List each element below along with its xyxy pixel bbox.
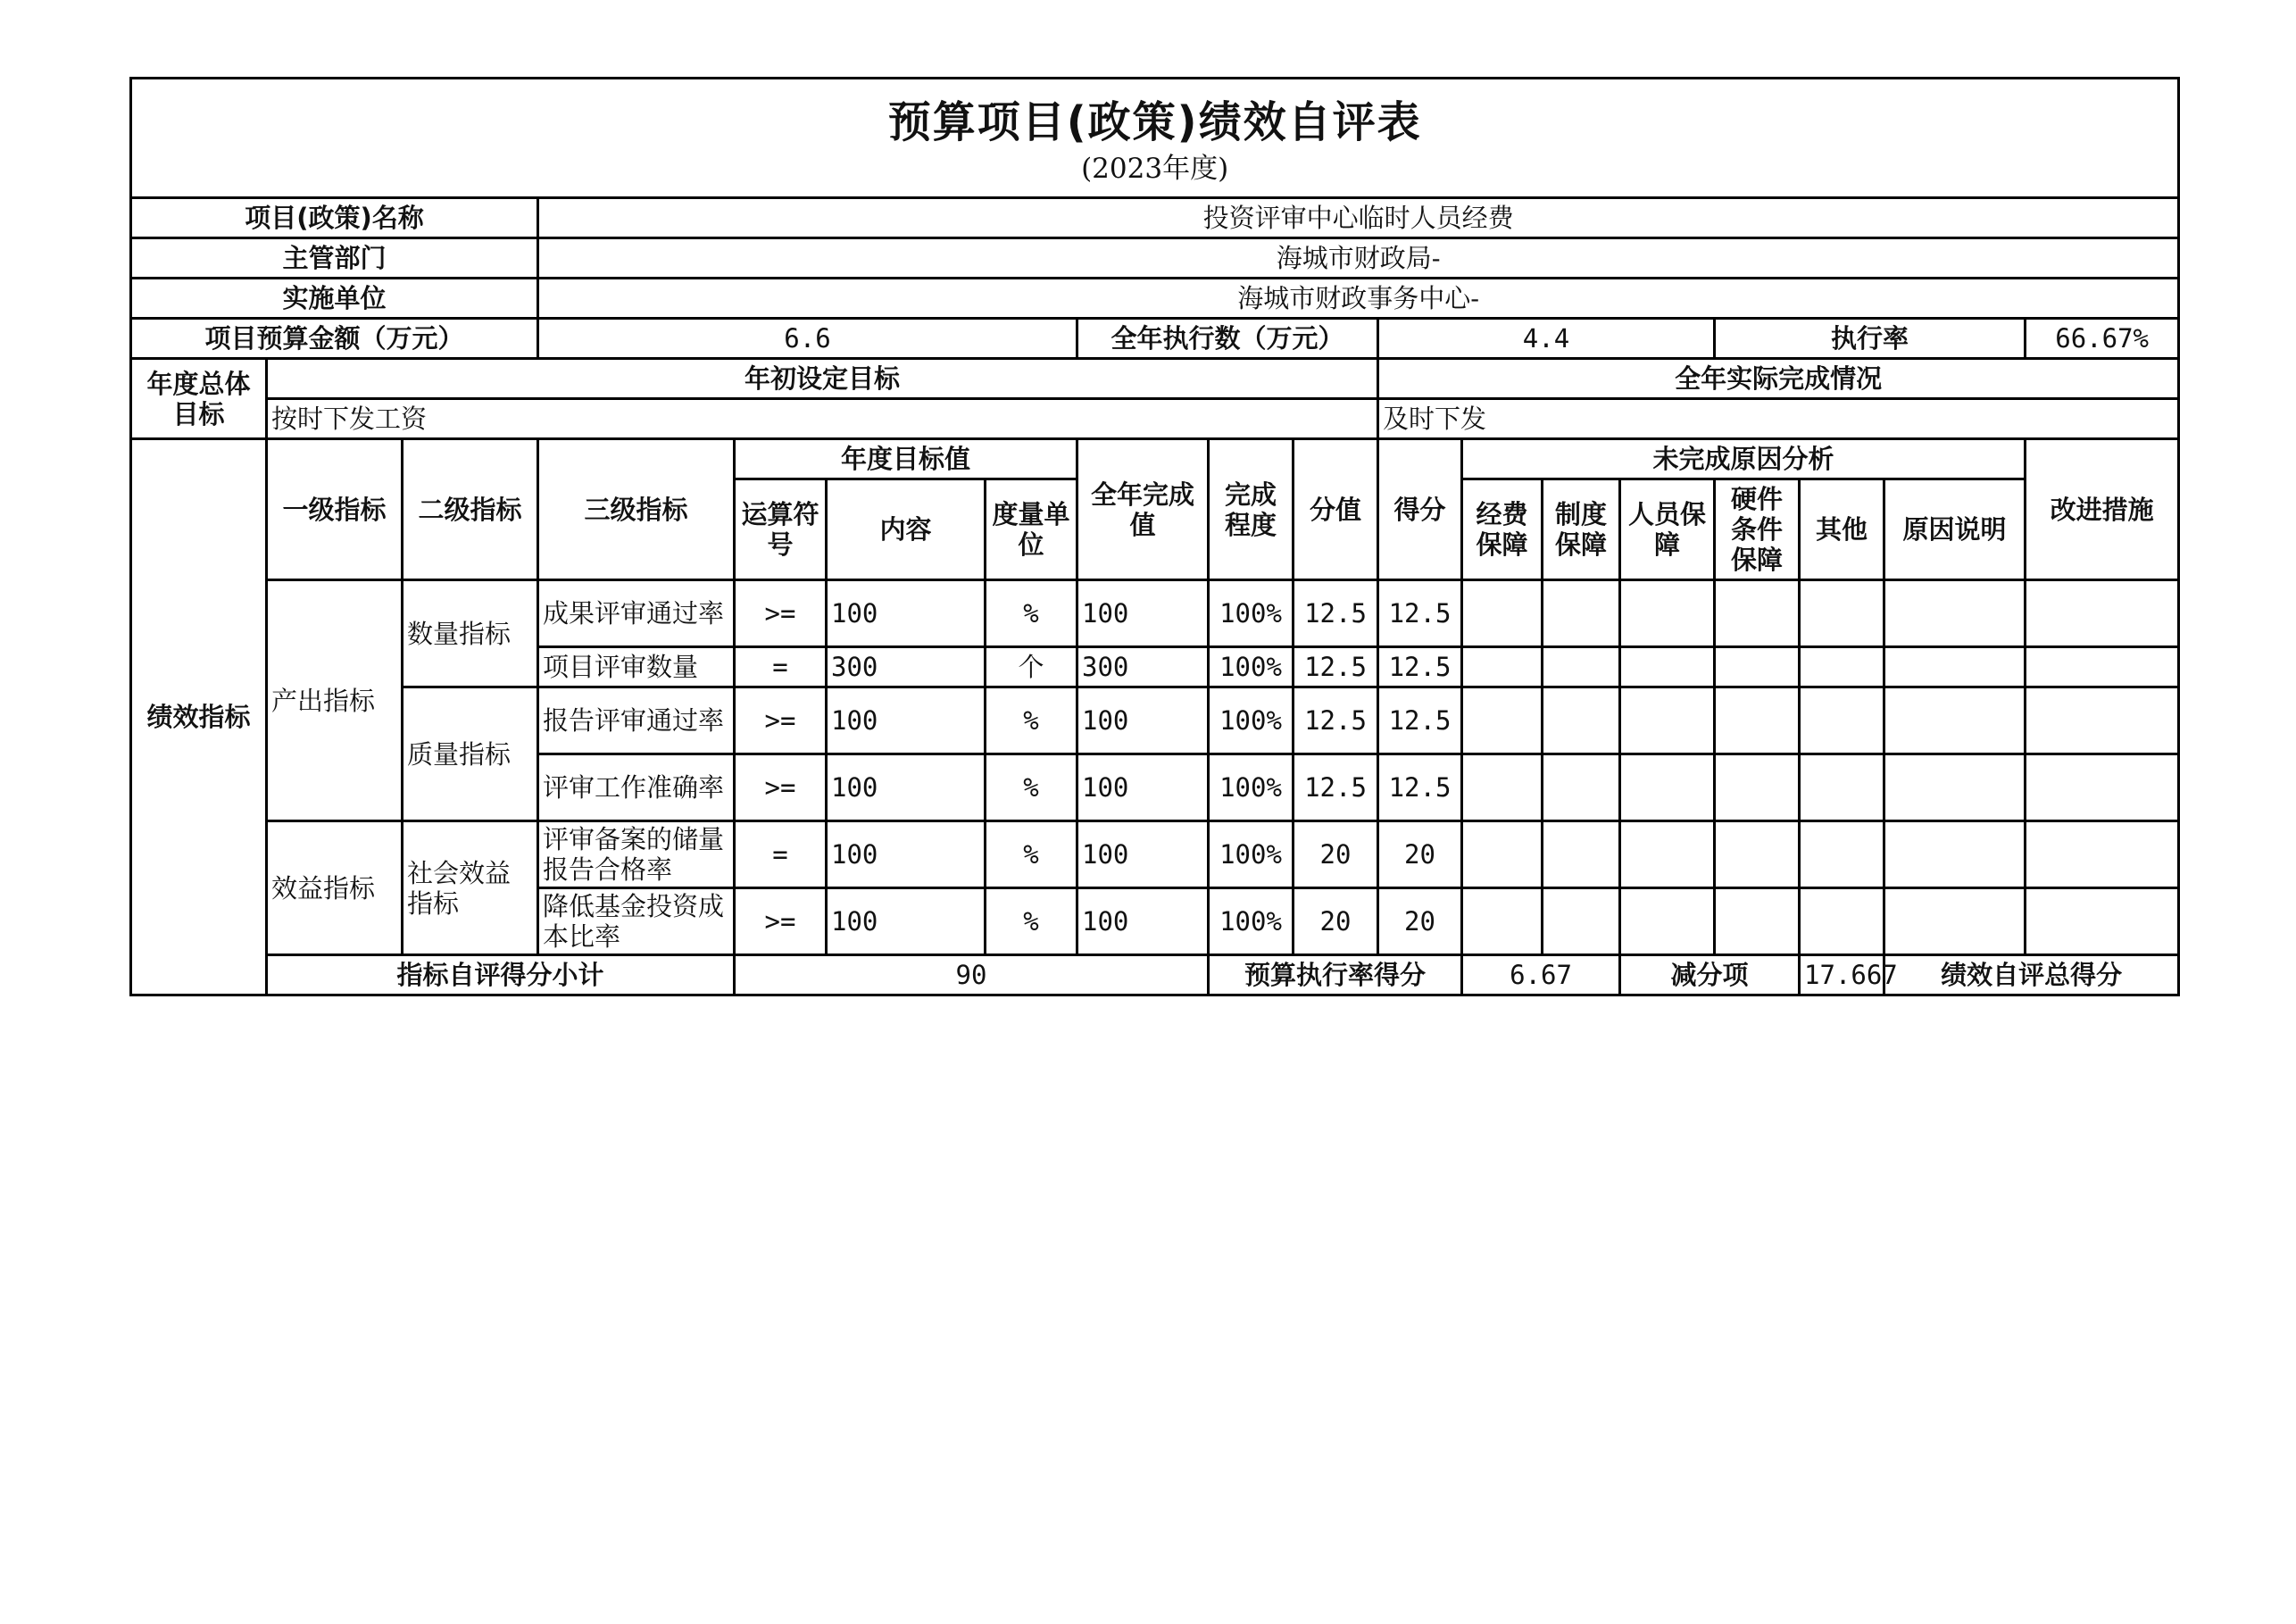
indicator-unit: %: [986, 687, 1077, 754]
cell-other: [1800, 580, 1884, 647]
page-subtitle: (2023年度): [1081, 152, 1229, 185]
indicator-score: 12.5: [1378, 687, 1462, 754]
indicator-content: 100: [827, 687, 986, 754]
cell-other: [1800, 687, 1884, 754]
indicator-degree: 100%: [1209, 888, 1294, 955]
header-completed: 全年完成值: [1077, 439, 1209, 580]
indicator-completed: 300: [1077, 647, 1209, 687]
goal-actual-header: 全年实际完成情况: [1378, 359, 2179, 399]
unit-value: 海城市财政事务中心-: [538, 279, 2179, 319]
indicator-unit: %: [986, 754, 1077, 821]
indicator-name: 降低基金投资成本比率: [538, 888, 735, 955]
rate-label: 执行率: [1715, 319, 2026, 359]
exec-score-value: 6.67: [1462, 955, 1620, 995]
project-name-value: 投资评审中心临时人员经费: [538, 198, 2179, 238]
level2-quality: 质量指标: [403, 687, 538, 821]
cell-other: [1800, 888, 1884, 955]
cell-reason: [1884, 754, 2026, 821]
indicator-unit: %: [986, 580, 1077, 647]
exec-score-label: 预算执行率得分: [1209, 955, 1462, 995]
indicator-completed: 100: [1077, 888, 1209, 955]
dept-value: 海城市财政局-: [538, 238, 2179, 279]
indicator-degree: 100%: [1209, 821, 1294, 888]
header-system: 制度保障: [1543, 479, 1620, 580]
cell-hardware: [1715, 754, 1800, 821]
header-hardware: 硬件条件保障: [1715, 479, 1800, 580]
indicator-score: 12.5: [1378, 647, 1462, 687]
header-staff: 人员保障: [1620, 479, 1715, 580]
cell-measures: [2026, 580, 2179, 647]
goal-initial-value: 按时下发工资: [267, 399, 1378, 439]
header-reason-group: 未完成原因分析: [1462, 439, 2026, 479]
header-funding: 经费保障: [1462, 479, 1543, 580]
cell-funding: [1462, 754, 1543, 821]
project-name-label: 项目(政策)名称: [131, 198, 538, 238]
total-label: 绩效自评总得分: [1884, 955, 2179, 995]
header-degree: 完成程度: [1209, 439, 1294, 580]
indicator-value: 20: [1294, 888, 1378, 955]
page-title: 预算项目(政策)绩效自评表: [887, 96, 1422, 147]
executed-label: 全年执行数（万元）: [1077, 319, 1378, 359]
cell-staff: [1620, 580, 1715, 647]
cell-staff: [1620, 754, 1715, 821]
evaluation-table: [129, 77, 2180, 996]
header-unit: 度量单位: [986, 479, 1077, 580]
indicator-op: >=: [735, 888, 827, 955]
header-content: 内容: [827, 479, 986, 580]
indicator-value: 20: [1294, 821, 1378, 888]
rate-value: 66.67%: [2026, 319, 2179, 359]
cell-hardware: [1715, 821, 1800, 888]
cell-staff: [1620, 687, 1715, 754]
cell-staff: [1620, 821, 1715, 888]
deduction-value: 17.667: [1800, 955, 1884, 995]
header-target-group: 年度目标值: [735, 439, 1077, 479]
cell-staff: [1620, 888, 1715, 955]
indicator-degree: 100%: [1209, 754, 1294, 821]
cell-other: [1800, 647, 1884, 687]
indicator-unit: %: [986, 821, 1077, 888]
performance-evaluation-sheet: [129, 77, 2177, 996]
cell-system: [1543, 580, 1620, 647]
cell-hardware: [1715, 687, 1800, 754]
header-level1: 一级指标: [267, 439, 403, 580]
header-reason: 原因说明: [1884, 479, 2026, 580]
subtotal-value: 90: [735, 955, 1209, 995]
indicator-op: =: [735, 647, 827, 687]
indicator-completed: 100: [1077, 754, 1209, 821]
cell-system: [1543, 888, 1620, 955]
cell-hardware: [1715, 647, 1800, 687]
goal-label: 年度总体目标: [131, 359, 267, 439]
indicator-op: >=: [735, 580, 827, 647]
level1-benefit: 效益指标: [267, 821, 403, 955]
cell-system: [1543, 687, 1620, 754]
indicator-value: 12.5: [1294, 754, 1378, 821]
deduction-label: 减分项: [1620, 955, 1800, 995]
indicator-unit: %: [986, 888, 1077, 955]
indicator-op: >=: [735, 754, 827, 821]
indicator-section-label: 绩效指标: [131, 439, 267, 995]
indicator-unit: 个: [986, 647, 1077, 687]
indicator-content: 100: [827, 580, 986, 647]
indicator-op: =: [735, 821, 827, 888]
cell-hardware: [1715, 580, 1800, 647]
header-level2: 二级指标: [403, 439, 538, 580]
cell-system: [1543, 821, 1620, 888]
indicator-degree: 100%: [1209, 647, 1294, 687]
indicator-value: 12.5: [1294, 647, 1378, 687]
indicator-name: 报告评审通过率: [538, 687, 735, 754]
indicator-score: 12.5: [1378, 754, 1462, 821]
indicator-value: 12.5: [1294, 580, 1378, 647]
header-score: 得分: [1378, 439, 1462, 580]
indicator-content: 100: [827, 754, 986, 821]
indicator-score: 20: [1378, 821, 1462, 888]
cell-other: [1800, 754, 1884, 821]
cell-funding: [1462, 821, 1543, 888]
cell-reason: [1884, 647, 2026, 687]
indicator-completed: 100: [1077, 821, 1209, 888]
header-score-value: 分值: [1294, 439, 1378, 580]
header-other: 其他: [1800, 479, 1884, 580]
indicator-content: 100: [827, 821, 986, 888]
indicator-value: 12.5: [1294, 687, 1378, 754]
dept-label: 主管部门: [131, 238, 538, 279]
goal-actual-value: 及时下发: [1378, 399, 2179, 439]
cell-measures: [2026, 754, 2179, 821]
header-measures: 改进措施: [2026, 439, 2179, 580]
cell-funding: [1462, 888, 1543, 955]
level2-social: 社会效益指标: [403, 821, 538, 955]
cell-reason: [1884, 821, 2026, 888]
cell-reason: [1884, 888, 2026, 955]
indicator-content: 300: [827, 647, 986, 687]
unit-label: 实施单位: [131, 279, 538, 319]
indicator-score: 20: [1378, 888, 1462, 955]
level2-quantity: 数量指标: [403, 580, 538, 687]
executed-value: 4.4: [1378, 319, 1715, 359]
indicator-degree: 100%: [1209, 687, 1294, 754]
level1-output: 产出指标: [267, 580, 403, 821]
cell-funding: [1462, 580, 1543, 647]
indicator-name: 项目评审数量: [538, 647, 735, 687]
cell-measures: [2026, 687, 2179, 754]
indicator-content: 100: [827, 888, 986, 955]
cell-system: [1543, 647, 1620, 687]
cell-funding: [1462, 687, 1543, 754]
indicator-op: >=: [735, 687, 827, 754]
indicator-name: 评审备案的储量报告合格率: [538, 821, 735, 888]
header-level3: 三级指标: [538, 439, 735, 580]
cell-measures: [2026, 821, 2179, 888]
indicator-name: 评审工作准确率: [538, 754, 735, 821]
cell-hardware: [1715, 888, 1800, 955]
title-cell: [131, 79, 2179, 198]
indicator-completed: 100: [1077, 580, 1209, 647]
cell-system: [1543, 754, 1620, 821]
cell-funding: [1462, 647, 1543, 687]
cell-staff: [1620, 647, 1715, 687]
indicator-degree: 100%: [1209, 580, 1294, 647]
budget-label: 项目预算金额（万元）: [131, 319, 538, 359]
indicator-name: 成果评审通过率: [538, 580, 735, 647]
indicator-score: 12.5: [1378, 580, 1462, 647]
indicator-completed: 100: [1077, 687, 1209, 754]
header-op: 运算符号: [735, 479, 827, 580]
cell-reason: [1884, 580, 2026, 647]
goal-initial-header: 年初设定目标: [267, 359, 1378, 399]
budget-value: 6.6: [538, 319, 1077, 359]
cell-measures: [2026, 647, 2179, 687]
cell-measures: [2026, 888, 2179, 955]
cell-other: [1800, 821, 1884, 888]
cell-reason: [1884, 687, 2026, 754]
subtotal-label: 指标自评得分小计: [267, 955, 735, 995]
